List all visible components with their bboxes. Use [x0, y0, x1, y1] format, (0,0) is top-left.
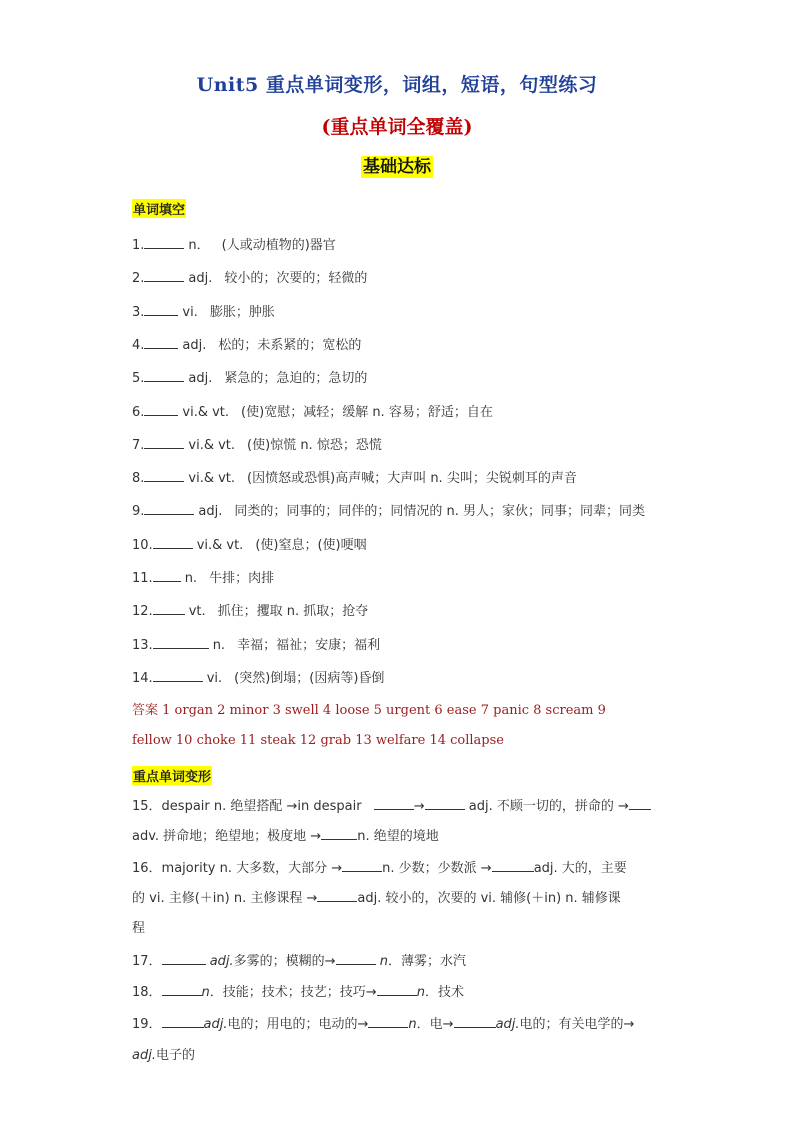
- item-number: 4.: [132, 337, 145, 353]
- question-15-line-2: [132, 825, 439, 844]
- answer-blank[interactable]: [162, 952, 206, 965]
- item-number: 13.: [132, 637, 153, 653]
- q19-text-g: 电的；有关电学的→: [519, 1017, 635, 1032]
- definition: 较小的；次要的；轻微的: [224, 271, 368, 287]
- q17-text-e: ．薄雾；水汽: [387, 954, 466, 969]
- q18-pos-n-2: n: [416, 985, 425, 1000]
- definition: (使)惊慌 n. 惊恐；恐慌: [247, 437, 382, 453]
- answer-blank[interactable]: [144, 502, 194, 515]
- fill-word-item: [132, 234, 336, 253]
- answer-blank[interactable]: [374, 797, 414, 810]
- answer-blank[interactable]: [162, 1015, 204, 1028]
- fill-word-item: [132, 267, 367, 286]
- part-of-speech: vi.& vt.: [188, 437, 236, 453]
- question-17-line: [132, 950, 466, 969]
- definition: 紧急的；急迫的；急切的: [224, 371, 368, 387]
- part-of-speech: adj.: [188, 271, 213, 287]
- item-number: 7.: [132, 437, 145, 453]
- q17-pos-adj: adj.: [209, 954, 234, 969]
- answer-blank[interactable]: [144, 269, 184, 282]
- answer-blank[interactable]: [342, 859, 382, 872]
- part-of-speech: vi.: [206, 670, 223, 686]
- answer-blank[interactable]: [629, 797, 651, 810]
- item-number: 6.: [132, 404, 145, 420]
- q18-pos-n: n: [201, 985, 210, 1000]
- answer-blank[interactable]: [321, 827, 357, 840]
- question-19-line-2: [132, 1044, 195, 1063]
- definition: (突然)倒塌；(因病等)昏倒: [234, 670, 385, 686]
- item-number: 11.: [132, 571, 153, 586]
- question-19-line-1: [132, 1013, 634, 1032]
- definition: 松的；未系紧的；宽松的: [218, 337, 362, 353]
- question-16-line-3: 程: [132, 921, 146, 936]
- fill-words-label: 单词填空: [132, 199, 186, 218]
- fill-word-item: [132, 401, 493, 420]
- q17-text-a: 17．: [132, 954, 162, 969]
- q19-pos-adj-3: adj.: [132, 1048, 156, 1063]
- item-number: 3.: [132, 304, 145, 320]
- answer-blank[interactable]: [144, 336, 178, 349]
- answer-blank[interactable]: [144, 469, 184, 482]
- q18-text-e: ．技术: [424, 985, 464, 1000]
- q16-text-c: adj. 大的，主要: [533, 861, 627, 876]
- item-number: 2.: [132, 271, 145, 287]
- part-of-speech: vi.& vt.: [196, 537, 244, 553]
- fill-word-item: [132, 667, 384, 686]
- definition: 幸福；福祉；安康；福利: [237, 637, 381, 653]
- q17-pos-n: n: [379, 954, 388, 969]
- q15-text-c: adv. 拼命地；绝望地；极度地 →: [132, 829, 322, 844]
- fill-word-item: [132, 434, 382, 453]
- answer-blank[interactable]: [377, 983, 417, 996]
- item-number: 10.: [132, 537, 153, 553]
- fill-word-item: [132, 500, 645, 519]
- fill-word-item: [132, 367, 367, 386]
- question-16-line-2: [132, 887, 621, 906]
- part-of-speech: n.: [212, 637, 226, 653]
- answer-blank[interactable]: [368, 1015, 408, 1028]
- fill-word-item: [132, 301, 275, 320]
- definition: 膨胀；肿胀: [209, 304, 275, 320]
- part-of-speech: n.: [184, 571, 198, 586]
- answer-blank[interactable]: [153, 669, 203, 682]
- answer-blank[interactable]: [153, 569, 181, 582]
- answer-blank[interactable]: [153, 636, 209, 649]
- item-number: 14.: [132, 670, 153, 686]
- answer-blank[interactable]: [425, 797, 465, 810]
- item-number: 5.: [132, 371, 145, 387]
- part-of-speech: vt.: [188, 604, 206, 620]
- answer-blank[interactable]: [144, 369, 184, 382]
- q15-text-a: 15．despair n. 绝望搭配 →in despair: [132, 799, 362, 814]
- q15-text-d: n. 绝望的境地: [357, 829, 439, 844]
- answer-blank[interactable]: [144, 303, 178, 316]
- fill-word-item: [132, 334, 361, 353]
- question-15-line-1: 15．despair n. 绝望搭配 →in despair → adj. 不顾一切的，拼命的 →: [132, 795, 651, 814]
- fill-word-item: [132, 600, 368, 619]
- q17-text-c: 多雾的；模糊的→: [233, 954, 336, 969]
- fill-word-item: [132, 534, 367, 553]
- section-heading-text: 基础达标: [363, 157, 431, 177]
- q19-text-c: 电的；用电的；电动的→: [227, 1017, 369, 1032]
- part-of-speech: n．: [188, 238, 210, 253]
- definition: (人或动植物的)器官: [221, 238, 336, 253]
- q18-text-c: ．技能；技术；技艺；技巧→: [209, 985, 377, 1000]
- part-of-speech: vi.& vt.: [182, 404, 230, 420]
- q19-text-a: 19．: [132, 1017, 162, 1032]
- answer-blank[interactable]: [144, 403, 178, 416]
- answer-blank[interactable]: [153, 602, 185, 615]
- definition: (使)窒息；(使)哽咽: [255, 537, 367, 553]
- part-of-speech: adj.: [188, 371, 213, 387]
- q19-pos-n: n: [408, 1017, 417, 1032]
- fill-word-item: [132, 567, 274, 586]
- answer-blank[interactable]: [317, 889, 357, 902]
- q16-text-e: adj. 较小的，次要的 vi. 辅修(＋in) n. 辅修课: [357, 891, 621, 906]
- item-number: 9.: [132, 504, 145, 520]
- question-18-line: [132, 981, 464, 1000]
- q16-text-d: 的 vi. 主修(＋in) n. 主修课程 →: [132, 891, 318, 906]
- part-of-speech: adj.: [198, 504, 223, 520]
- q19-pos-adj: adj.: [203, 1017, 228, 1032]
- definition: 抓住；攫取 n. 抓取；抢夺: [217, 604, 369, 620]
- question-16-line-1: [132, 857, 627, 876]
- definition: 牛排；肉排: [209, 571, 275, 586]
- section-heading: [0, 152, 794, 177]
- part-of-speech: adj.: [182, 337, 207, 353]
- item-number: 1.: [132, 238, 145, 253]
- answer-line-1: 答案 1 organ 2 minor 3 swell 4 loose 5 urgent 6 ease 7 panic 8 scream 9: [132, 703, 606, 718]
- fill-word-item: [132, 467, 577, 486]
- item-number: 8.: [132, 471, 145, 487]
- part-of-speech: vi.& vt.: [188, 471, 236, 487]
- answer-blank[interactable]: [454, 1015, 496, 1028]
- q16-text-b: n. 少数；少数派 →: [382, 861, 492, 876]
- q19-text-i: 电子的: [155, 1048, 195, 1063]
- answer-blank[interactable]: [336, 952, 376, 965]
- q18-text-a: 18．: [132, 985, 162, 1000]
- answer-blank[interactable]: [492, 859, 534, 872]
- q15-text-b: adj. 不顾一切的，拼命的 →: [468, 799, 629, 814]
- answer-line-2: fellow 10 choke 11 steak 12 grab 13 welfare 14 collapse: [132, 733, 504, 748]
- q19-pos-adj-2: adj.: [495, 1017, 520, 1032]
- answer-blank[interactable]: [144, 236, 184, 249]
- answer-blank[interactable]: [153, 536, 193, 549]
- answer-blank[interactable]: [162, 983, 202, 996]
- q19-text-e: ．电→: [416, 1017, 454, 1032]
- page-subtitle: (重点单词全覆盖): [321, 116, 473, 138]
- definition: (使)宽慰；减轻；缓解 n. 容易；舒适；自在: [241, 404, 493, 420]
- item-number: 12.: [132, 604, 153, 620]
- fill-word-item: [132, 634, 380, 653]
- page-title: Unit5 重点单词变形，词组，短语，句型练习: [196, 74, 598, 96]
- part-of-speech: vi.: [182, 304, 198, 320]
- answer-blank[interactable]: [144, 436, 184, 449]
- definition: (因愤怒或恐惧)高声喊；大声叫 n. 尖叫；尖锐刺耳的声音: [247, 471, 577, 487]
- q16-text-a: 16．majority n. 大多数，大部分 →: [132, 861, 343, 876]
- definition: 同类的；同事的；同伴的；同情况的 n. 男人；家伙；同事；同辈；同类: [234, 504, 646, 520]
- word-forms-label: 重点单词变形: [132, 766, 212, 785]
